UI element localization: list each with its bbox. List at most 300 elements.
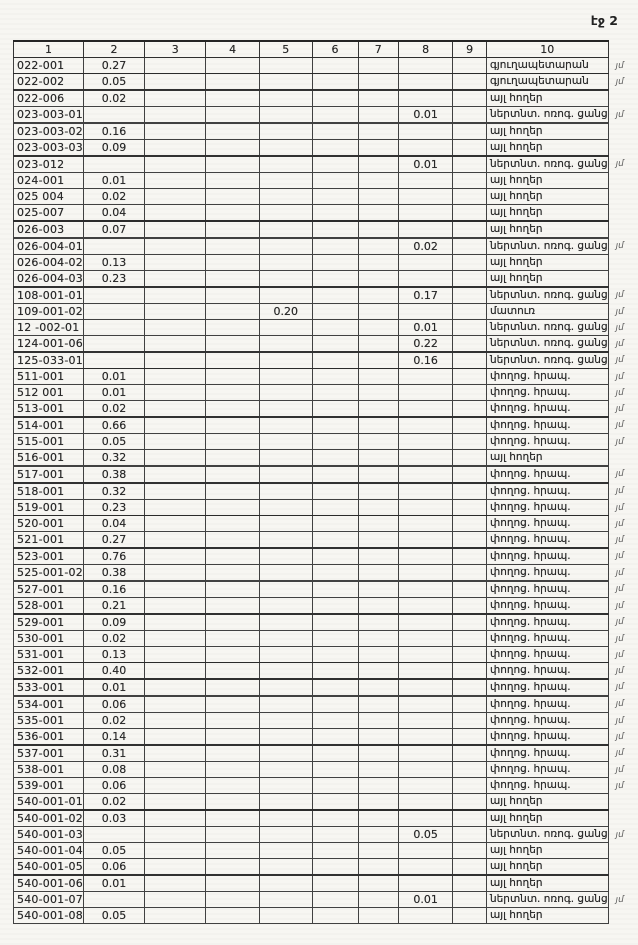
value-cell: 0.22 [398,336,452,353]
table-row [14,794,638,811]
table-row [14,369,638,385]
value-cell: 0.16 [83,581,144,598]
parcel-code: 515-001 [14,434,84,450]
margin-mark: յմ [614,780,625,790]
table-row [14,238,638,255]
parcel-code: 540-001-05 [14,859,84,876]
value-cell [145,74,206,91]
parcel-code: 529-001 [14,614,84,631]
table-row [14,778,638,794]
margin-mark: յմ [614,550,625,561]
value-cell [206,713,260,729]
value-cell [206,565,260,582]
table-row [14,647,638,663]
value-cell [145,532,206,549]
value-cell [453,713,487,729]
value-cell [145,565,206,582]
land-use-note: այլ հողեր [486,843,608,859]
value-cell [358,679,398,696]
value-cell [398,696,452,713]
value-cell [145,352,206,369]
table-row [14,663,638,680]
value-cell [145,875,206,892]
table-row [14,434,638,450]
value-cell [453,271,487,288]
value-cell [83,336,144,353]
value-cell [453,156,487,173]
value-cell [398,385,452,401]
margin-mark: յմ [614,387,625,397]
value-cell [206,466,260,483]
parcel-code: 022-002 [14,74,84,91]
table-row [14,614,638,631]
value-cell [145,483,206,500]
value-cell [398,466,452,483]
value-cell: 0.01 [398,156,452,173]
margin-mark: յմ [614,419,625,430]
value-cell [83,892,144,908]
value-cell [453,336,487,353]
value-cell: 0.04 [83,516,144,532]
margin-mark [607,173,638,189]
value-cell: 0.05 [83,74,144,91]
value-cell [453,140,487,157]
value-cell [453,794,487,811]
margin-mark: յմ [614,485,625,496]
value-cell: 0.01 [83,875,144,892]
value-cell [259,483,312,500]
parcel-code: 540-001-01 [14,794,84,811]
value-cell: 0.01 [83,173,144,189]
value-cell [206,908,260,924]
value-cell [398,614,452,631]
table-row [14,892,638,908]
parcel-code: 025 004 [14,189,84,205]
value-cell: 0.02 [398,238,452,255]
value-cell [453,679,487,696]
parcel-code: 533-001 [14,679,84,696]
value-cell [83,238,144,255]
value-cell [398,762,452,778]
value-cell [259,516,312,532]
value-cell [145,516,206,532]
value-cell [398,417,452,434]
margin-mark: յմ [614,567,625,578]
land-use-note: այլ հողեր [486,255,608,271]
value-cell [259,123,312,140]
value-cell [145,908,206,924]
value-cell [206,810,260,827]
value-cell [259,401,312,418]
value-cell [259,908,312,924]
value-cell [259,500,312,516]
margin-mark: յմ [614,633,625,643]
value-cell [358,516,398,532]
value-cell [398,598,452,615]
table-row [14,713,638,729]
value-cell [206,401,260,418]
land-use-note: փողոց. հրապ. [486,483,608,500]
value-cell [358,336,398,353]
value-cell [206,581,260,598]
value-cell [398,500,452,516]
margin-mark: յմ [614,894,625,904]
land-use-note: գյուղապետարան [486,58,608,74]
value-cell [145,140,206,157]
value-cell [358,401,398,418]
land-use-note: ներտնտ. ոռոգ. ցանց [486,892,608,908]
value-cell [259,336,312,353]
value-cell [145,271,206,288]
value-cell [312,271,358,288]
value-cell [312,58,358,74]
value-cell [312,320,358,336]
value-cell [145,500,206,516]
parcel-code: 023-003-02 [14,123,84,140]
value-cell: 0.01 [398,892,452,908]
value-cell [206,532,260,549]
value-cell [453,320,487,336]
value-cell [453,810,487,827]
value-cell [398,565,452,582]
margin-mark: յմ [614,715,625,725]
column-header-9: 9 [453,41,487,58]
value-cell [358,647,398,663]
parcel-code: 539-001 [14,778,84,794]
value-cell [145,631,206,647]
value-cell [312,417,358,434]
value-cell [453,548,487,565]
table-row [14,516,638,532]
margin-mark: յմ [614,502,625,512]
value-cell: 0.27 [83,532,144,549]
value-cell [206,631,260,647]
table-row [14,859,638,876]
margin-mark: յմ [614,371,625,381]
margin-mark: յմ [614,829,625,839]
value-cell [206,189,260,205]
value-cell [145,696,206,713]
land-use-note: փողոց. հրապ. [486,434,608,450]
value-cell [206,483,260,500]
value-cell [398,875,452,892]
value-cell [206,778,260,794]
value-cell [206,287,260,304]
value-cell: 0.31 [83,745,144,762]
parcel-code: 521-001 [14,532,84,549]
value-cell [398,794,452,811]
value-cell [259,762,312,778]
parcel-code: 520-001 [14,516,84,532]
table-row [14,352,638,369]
value-cell [453,729,487,746]
value-cell [453,875,487,892]
value-cell [358,58,398,74]
parcel-code: 109-001-02 [14,304,84,320]
margin-mark: յմ [614,518,625,528]
margin-mark [607,123,638,140]
value-cell [259,729,312,746]
value-cell [145,729,206,746]
land-use-note: այլ հողեր [486,123,608,140]
margin-mark: յմ [614,649,625,659]
value-cell [206,123,260,140]
value-cell [453,483,487,500]
value-cell [312,631,358,647]
value-cell [398,434,452,450]
value-cell [206,794,260,811]
parcel-code: 108-001-01 [14,287,84,304]
value-cell [453,123,487,140]
value-cell: 0.01 [83,385,144,401]
value-cell [259,74,312,91]
margin-mark [607,271,638,288]
table-row [14,189,638,205]
value-cell [453,74,487,91]
value-cell [206,762,260,778]
value-cell: 0.16 [83,123,144,140]
value-cell [453,58,487,74]
margin-mark [607,908,638,924]
value-cell [312,466,358,483]
value-cell [312,859,358,876]
value-cell [358,598,398,615]
margin-mark [607,450,638,467]
parcel-code: 531-001 [14,647,84,663]
value-cell [398,548,452,565]
value-cell: 0.05 [83,908,144,924]
header-row [14,41,638,58]
value-cell [358,827,398,843]
value-cell [398,729,452,746]
table-row [14,581,638,598]
margin-mark: յմ [614,747,625,758]
table-row [14,320,638,336]
margin-mark [607,221,638,238]
value-cell [358,892,398,908]
value-cell [259,696,312,713]
land-use-note: ներտնտ. ոռոգ. ցանց [486,352,608,369]
value-cell [145,221,206,238]
value-cell [259,827,312,843]
table-row [14,140,638,157]
parcel-code: 513-001 [14,401,84,418]
parcel-code: 026-003 [14,221,84,238]
value-cell: 0.09 [83,140,144,157]
land-use-note: փողոց. հրապ. [486,516,608,532]
value-cell [259,238,312,255]
value-cell [312,287,358,304]
value-cell: 0.06 [83,696,144,713]
value-cell [453,385,487,401]
value-cell [145,417,206,434]
value-cell [358,713,398,729]
value-cell [398,532,452,549]
table-row [14,156,638,173]
value-cell [259,466,312,483]
table-row [14,745,638,762]
value-cell [358,74,398,91]
value-cell [453,434,487,450]
value-cell: 0.05 [83,434,144,450]
value-cell [206,548,260,565]
value-cell [145,156,206,173]
value-cell [312,875,358,892]
margin-mark [607,205,638,222]
parcel-code: 023-012 [14,156,84,173]
value-cell [206,74,260,91]
value-cell [312,713,358,729]
value-cell [453,663,487,680]
value-cell [398,483,452,500]
value-cell [358,271,398,288]
value-cell [312,173,358,189]
value-cell [145,598,206,615]
land-use-note: այլ հողեր [486,810,608,827]
parcel-code: 518-001 [14,483,84,500]
margin-mark: յմ [614,60,625,70]
value-cell [453,892,487,908]
column-header-8: 8 [398,41,452,58]
land-use-note: այլ հողեր [486,189,608,205]
value-cell: 0.08 [83,762,144,778]
table-body [14,58,638,924]
value-cell: 0.01 [398,107,452,124]
value-cell [453,450,487,467]
value-cell [398,123,452,140]
value-cell [358,434,398,450]
table-row [14,696,638,713]
parcel-code: 511-001 [14,369,84,385]
value-cell: 0.07 [83,221,144,238]
value-cell: 0.01 [83,679,144,696]
table-row [14,450,638,467]
table-row [14,631,638,647]
column-header-7: 7 [358,41,398,58]
table-row [14,401,638,418]
land-use-note: փողոց. հրապ. [486,679,608,696]
value-cell [145,778,206,794]
value-cell [312,794,358,811]
table-row [14,58,638,74]
value-cell [259,581,312,598]
value-cell [312,74,358,91]
parcel-code: 023-003-03 [14,140,84,157]
land-use-note: այլ հողեր [486,794,608,811]
value-cell [145,401,206,418]
value-cell [398,631,452,647]
value-cell: 0.13 [83,647,144,663]
parcel-code: 026-004-03 [14,271,84,288]
value-cell [259,173,312,189]
parcel-code: 540-001-03 [14,827,84,843]
parcel-code: 12 -002-01 [14,320,84,336]
value-cell [453,205,487,222]
column-header-1: 1 [14,41,84,58]
land-use-note: փողոց. հրապ. [486,598,608,615]
value-cell [312,156,358,173]
parcel-code: 022-001 [14,58,84,74]
value-cell [259,647,312,663]
value-cell [259,450,312,467]
value-cell [259,745,312,762]
parcel-code: 024-001 [14,173,84,189]
parcel-code: 525-001-02 [14,565,84,582]
value-cell [453,827,487,843]
value-cell [206,271,260,288]
table-row [14,532,638,549]
margin-mark [607,843,638,859]
land-use-note: փողոց. հրապ. [486,762,608,778]
value-cell [145,614,206,631]
land-use-note: մատուռ [486,304,608,320]
value-cell [453,614,487,631]
value-cell [312,565,358,582]
value-cell [259,875,312,892]
value-cell: 0.09 [83,614,144,631]
value-cell [453,352,487,369]
value-cell: 0.02 [83,794,144,811]
land-use-note: այլ հողեր [486,205,608,222]
value-cell [145,385,206,401]
land-use-note: գյուղապետարան [486,74,608,91]
value-cell: 0.20 [259,304,312,320]
value-cell [398,58,452,74]
value-cell [206,255,260,271]
value-cell [145,762,206,778]
value-cell [312,663,358,680]
column-header-5: 5 [259,41,312,58]
value-cell [206,304,260,320]
value-cell [453,401,487,418]
value-cell [398,745,452,762]
margin-mark [607,255,638,271]
margin-mark [607,140,638,157]
land-use-note: այլ հողեր [486,450,608,467]
value-cell [83,156,144,173]
value-cell [312,369,358,385]
value-cell [358,565,398,582]
land-use-note: այլ հողեր [486,908,608,924]
value-cell [145,663,206,680]
value-cell [398,450,452,467]
value-cell [358,156,398,173]
value-cell [259,631,312,647]
value-cell: 0.21 [83,598,144,615]
value-cell [145,58,206,74]
value-cell [453,859,487,876]
margin-mark [607,794,638,811]
value-cell [358,221,398,238]
value-cell [453,221,487,238]
land-use-note: փողոց. հրապ. [486,729,608,746]
value-cell [259,892,312,908]
value-cell [312,827,358,843]
value-cell: 0.04 [83,205,144,222]
value-cell [398,90,452,107]
land-use-note: ներտնտ. ոռոգ. ցանց [486,336,608,353]
table-row [14,123,638,140]
value-cell [312,647,358,663]
value-cell: 0.32 [83,483,144,500]
value-cell [206,221,260,238]
margin-mark: յմ [614,240,625,251]
table-row [14,548,638,565]
value-cell [398,843,452,859]
margin-mark: յմ [614,338,625,349]
land-use-note: փողոց. հրապ. [486,417,608,434]
parcel-code: 540-001-04 [14,843,84,859]
